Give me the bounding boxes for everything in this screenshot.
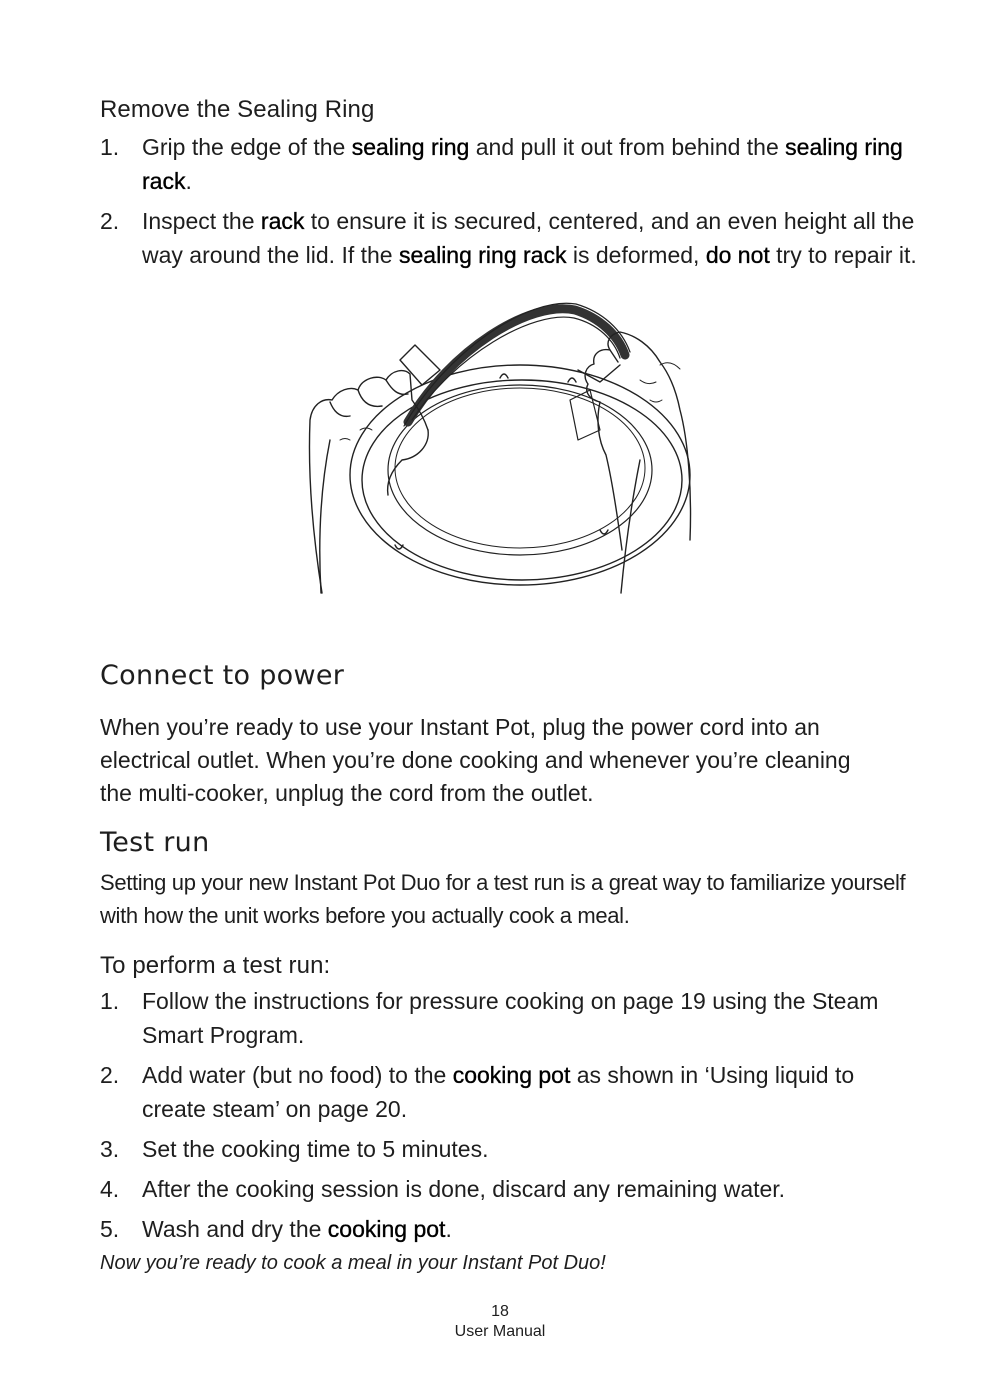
list-item: 3. Set the cooking time to 5 minutes. [100,1136,489,1162]
sealing-ring-illustration [300,290,700,600]
sealing-ring-steps [100,130,920,272]
list-item: 1. Follow the instructions for pressure cooking on page 19 using the Steam Smart Program. [100,988,879,1048]
test-run-heading: Test run [100,827,210,858]
test-run-section [100,827,920,1275]
list-item: 5. Wash and dry the cooking pot. [100,1216,452,1242]
connect-heading: Connect to power [100,660,345,691]
connect-section [100,660,920,810]
list-item: 4. After the cooking session is done, discard any remaining water. [100,1176,786,1202]
sealing-ring-section [100,96,920,278]
test-run-subheading: To perform a test run: [100,952,331,979]
test-run-steps [100,984,920,1246]
connect-body: When you’re ready to use your Instant Pot, plug the power cord into an electrical outlet. When you’re done cooking and whenever you’re cleaning the multi-cooker, unplug the cord from the outlet. [100,714,851,806]
closing-note: Now you’re ready to cook a meal in your Instant Pot Duo! [100,1252,606,1274]
page-footer [0,1302,1000,1342]
list-item: 2. Inspect the rack to ensure it is secured, centered, and an even height all the way around the lid. If the sealing ring rack is deformed, do not try to repair it. [100,208,917,268]
page-number: 18 [491,1303,509,1320]
test-run-body: Setting up your new Instant Pot Duo for a test run is a great way to familiarize yourself with how the unit works before you actually cook a meal. [100,870,906,928]
sealing-ring-heading: Remove the Sealing Ring [100,96,375,123]
list-item: 2. Add water (but no food) to the cooking pot as shown in ‘Using liquid to create steam’ on page 20. [100,1062,855,1122]
list-item: 1. Grip the edge of the sealing ring and pull it out from behind the sealing ring rack. [100,134,903,194]
footer-label: User Manual [454,1323,546,1340]
